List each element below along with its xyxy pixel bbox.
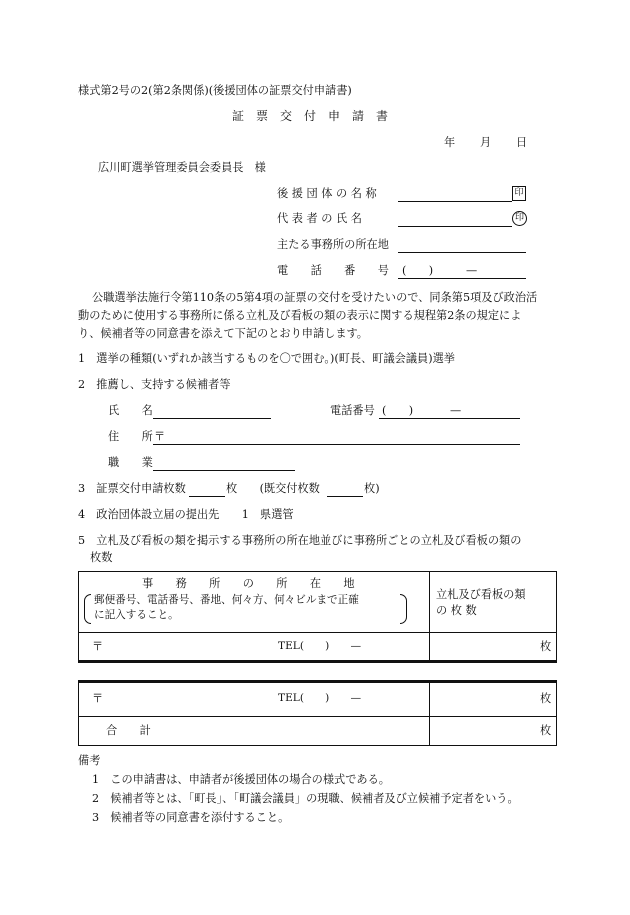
note-paren-right xyxy=(400,594,407,624)
applicant-phone-paren: ( ) xyxy=(402,264,434,277)
applicant-phone-label: 電 話 番 号 xyxy=(277,264,389,277)
rep-name-field[interactable] xyxy=(398,226,512,227)
office-address-field[interactable] xyxy=(398,252,526,253)
item-1-election-type: 1 選挙の種類(いずれか該当するものを〇で囲む。)(町長、町議会議員)選挙 xyxy=(78,352,455,365)
item-4-submission: 4 政治団体設立届の提出先 1 県選管 xyxy=(78,508,294,521)
note-1: 1 この申請書は、申請者が後援団体の場合の様式である。 xyxy=(92,773,390,786)
table-head-note-1: 郵便番号、電話番号、番地、何々方、何々ビルまで正確 xyxy=(94,594,359,606)
item-5-line-1: 5 立札及び看板の類を掲示する事務所の所在地並びに事務所ごとの立札及び看板の類の xyxy=(78,534,522,547)
row1-postal-mark: 〒 xyxy=(92,640,104,653)
item-3-unit-close: 枚) xyxy=(364,482,380,495)
application-count-field[interactable] xyxy=(189,496,225,497)
total-label: 合 計 xyxy=(106,724,151,737)
item-3-label: 3 証票交付申請枚数 xyxy=(78,482,186,495)
rep-name-label: 代 表 者 の 氏 名 xyxy=(277,212,362,225)
issued-count-field[interactable] xyxy=(327,496,363,497)
item-2-candidate: 2 推薦し、支持する候補者等 xyxy=(78,378,231,391)
date-year: 年 xyxy=(444,136,456,149)
candidate-name-label: 氏 名 xyxy=(108,404,153,417)
org-name-label: 後 援 団 体 の 名 称 xyxy=(277,187,377,200)
table-head-location: 事 務 所 の 所 在 地 xyxy=(142,577,355,590)
intro-line-3: り、候補者等の同意書を添えて下記のとおり申請します。 xyxy=(78,327,368,340)
row2-tel: TEL( ) — xyxy=(278,692,362,704)
note-paren-left xyxy=(84,594,91,624)
seal-mark-1: 印 xyxy=(512,186,526,201)
candidate-address-field[interactable] xyxy=(153,444,520,445)
candidate-postal-mark: 〒 xyxy=(154,430,166,443)
row2-unit: 枚 xyxy=(540,692,552,705)
candidate-phone-dash: — xyxy=(450,404,462,417)
form-reference: 様式第2号の2(第2条関係)(後援団体の証票交付申請書) xyxy=(78,84,352,97)
addressee: 広川町選挙管理委員会委員長 様 xyxy=(98,161,266,174)
candidate-name-field[interactable] xyxy=(153,418,271,419)
office-address-label: 主たる事務所の所在地 xyxy=(277,238,389,251)
date-day: 日 xyxy=(516,136,528,149)
candidate-address-label: 住 所 xyxy=(108,430,153,443)
candidate-occupation-field[interactable] xyxy=(153,470,295,471)
note-2: 2 候補者等とは、「町長」、「町議会議員」の現職、候補者及び立候補予定者をいう。 xyxy=(92,792,519,805)
seal-mark-2: 印 xyxy=(512,211,527,226)
org-name-field[interactable] xyxy=(398,201,512,202)
item-5-line-2: 枚数 xyxy=(90,551,113,564)
notes-heading: 備考 xyxy=(78,754,101,767)
applicant-phone-dash: — xyxy=(466,264,478,277)
total-unit: 枚 xyxy=(540,724,552,737)
candidate-phone-label: 電話番号 xyxy=(330,404,375,417)
row1-unit: 枚 xyxy=(540,640,552,653)
candidate-phone-paren: ( ) xyxy=(382,404,414,417)
row2-postal-mark: 〒 xyxy=(92,692,104,705)
date-month: 月 xyxy=(480,136,492,149)
document-title: 証 票 交 付 申 請 書 xyxy=(232,109,389,123)
row1-tel: TEL( ) — xyxy=(278,640,362,652)
table-head-note-2: に記入すること。 xyxy=(94,609,179,621)
intro-line-1: 公職選挙法施行令第110条の5第4項の証票の交付を受けたいので、同条第5項及び政治活 xyxy=(92,291,538,304)
table-head-count-2: の 枚 数 xyxy=(436,604,477,617)
table-head-count-1: 立札及び看板の類 xyxy=(436,588,526,601)
note-3: 3 候補者等の同意書を添付すること。 xyxy=(92,811,290,824)
candidate-occupation-label: 職 業 xyxy=(108,456,153,469)
item-3-issued-label: 枚 (既交付枚数 xyxy=(226,482,320,495)
intro-line-2: 動のために使用する事務所に係る立札及び看板の類の表示に関する規程第2条の規定によ xyxy=(78,309,522,322)
